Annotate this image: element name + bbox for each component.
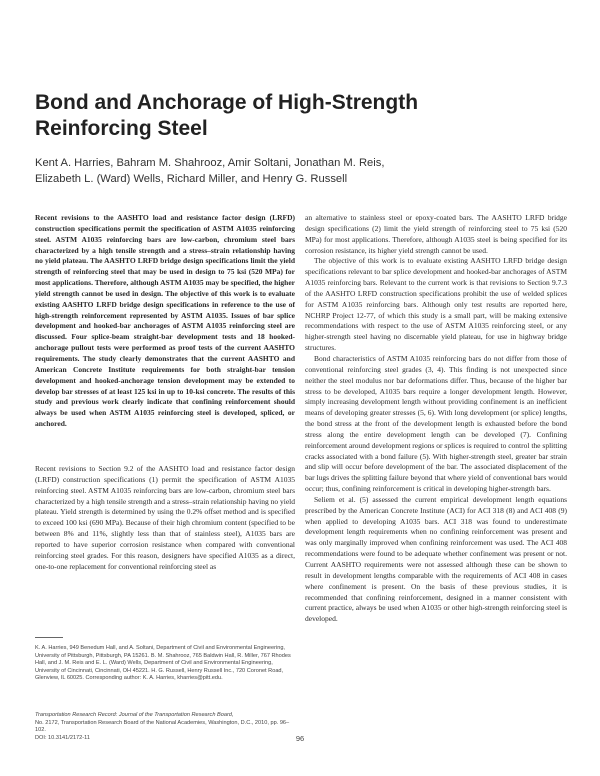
paper-title xyxy=(35,90,575,142)
footnote-divider xyxy=(35,637,63,638)
title-line-2: Reinforcing Steel xyxy=(35,117,208,140)
body-paragraph: The objective of this work is to evaluate existing AASHTO LRFD bridge design specifications relevant to bar splice development and hooked-bar anchorages of ASTM A1035 reinforcing bars. Relevant to the current work is that revisions to Section 9.7.3 of the AASHTO LRFD construction specifications prohibit the use of welded splices for ASTM A1035 reinforcing bars. Although only test results are reported here, NCHRP Project 12-77, of which this study is a small part, will be making extensive recommendations with respect to the use of ASTM A1035 reinforcing steel, or any higher-strength steel having no discernable yield plateau, for use in highway bridge structures. xyxy=(305,256,567,353)
author-affiliations: K. A. Harries, 949 Benedum Hall, and A. Soltani, Department of Civil and Environmental Engineering, University of Pittsburgh, Pittsburgh, PA 15261. B. M. Shahrooz, 765 Baldwin Hall, R. Miller, 767 Rhodes Hall, and J. M. Reis and E. L. (Ward) Wells, Department of Civil and Environmental Engineering, University of Cincinnati, Cincinnati, OH 45221. H. G. Russell, Henry Russell Inc., 720 Coronet Road, Glenview, IL 60025. Corresponding author: K. A. Harries, kharries@pitt.edu. xyxy=(35,645,291,681)
body-right-column xyxy=(305,213,567,625)
abstract xyxy=(35,213,295,430)
body-paragraph: Seliem et al. (5) assessed the current empirical development length equations prescribed by the American Concrete Institute (ACI) for ACI 318 (8) and ACI 408 (9) when applied to developing A1035 bars. ACI 318 was found to underestimate development length requirements when no confining reinforcement was present and was only marginally improved when confining reinforcement was used. The ACI 408 recommendations were found to be adequate whether confinement was present or not. Current AASHTO requirements were not assessed although these can be shown to result in development lengths comparable with the requirements of ACI 408 in cases where confinement is present. On the basis of these previous studies, it is recommended that confining reinforcement, designed in a manner consistent with current practice, always be used when A1035 or other high-strength reinforcing steel is developed. xyxy=(305,494,567,624)
body-paragraph: an alternative to stainless steel or epoxy-coated bars. The AASHTO LRFD bridge design specifications (2) limit the yield strength of reinforcing steel to 75 ksi (520 MPa) for most applications. Therefore, although A1035 steel is being specified for its corrosion resistance, its higher yield strength cannot be used. xyxy=(305,213,567,255)
doi: DOI: 10.3141/2172-11 xyxy=(35,734,90,741)
authors-line-2: Elizabeth L. (Ward) Wells, Richard Miller, and Henry G. Russell xyxy=(35,173,348,185)
author-list xyxy=(35,155,575,187)
abstract-text: Recent revisions to the AASHTO load and resistance factor design (LRFD) construction specifications permit the specification of ASTM A1035 reinforcing steel. ASTM A1035 reinforcing bars are low-carbon, chromium steel bars characterized by a high tensile strength and a stress–strain relationship having no yield plateau. The AASHTO LRFD bridge design specifications limit the yield strength of reinforcing steel that may be used in design to 75 ksi (520 MPa) for most applications. Therefore, although ASTM A1035 may be specified, the higher yield strength cannot be used in design. The objective of this work is to evaluate existing AASHTO LRFD bridge design specifications in reference to the use of high-strength reinforcement represented by ASTM A1035. Issues of bar splice development and hooked-bar anchorages of ASTM A1035 reinforcing steel are discussed. Four splice-beam straight-bar development tests and 18 hooked-anchorage pullout tests were performed as proof tests of the current AASHTO requirements. The study clearly demonstrates that the current AASHTO and American Concrete Institute requirements for both straight-bar tension development and hooked-anchorage tension development may be extended to develop bar stresses of at least 125 ksi in up to 10-ksi concrete. The results of this study and previous work clearly indicate that confining reinforcement should always be used when ASTM A1035 reinforcing steel is developed, spliced, or anchored. xyxy=(35,213,295,429)
body-left-column xyxy=(35,464,295,572)
publication-details: No. 2172, Transportation Research Board of the National Academies, Washington, D.C., 2010, pp. 96–102. xyxy=(35,719,290,733)
body-paragraph: Bond characteristics of ASTM A1035 reinforcing bars do not differ from those of conventional reinforcing steel grades (3, 4). This finding is not unexpected since neither the steel modulus nor bar deformations differ. Thus, because of the higher bar stress to be developed, A1035 bars require a longer development length. However, simply increasing development length without providing confinement is an inefficient means of developing greater stresses (5, 6). With long development (or splice) lengths, the bond stress at the front of the development length is exhausted before the bond stress along the entire development length can be developed (7). Confining reinforcement around development regions or splices is required to control the splitting cracks associated with a bond failure (5). With higher-strength steel, greater bar strain and slip will occur before development of the bar. The associated displacement of the bar lugs drives the splitting failure beyond that where yield of conventional bars would occur; thus, confining reinforcement is critical in developing higher-strength bars. xyxy=(305,353,567,494)
journal-title: Transportation Research Record: Journal of the Transportation Research Board, xyxy=(35,712,234,718)
body-paragraph: Recent revisions to Section 9.2 of the AASHTO load and resistance factor design (LRFD) construction specifications (1) permit the specification of ASTM A1035 reinforcing steel. ASTM A1035 reinforcing bars are low-carbon, chromium steel bars characterized by a high tensile strength and a stress–strain relationship having no yield plateau. Yield strength is determined by using the 0.2% offset method and is specified to exceed 100 ksi (690 MPa). Because of their high chromium content (specified to be between 8% and 11%, slightly less than that of stainless steel), A1035 bars are reported to have superior corrosion resistance when compared with conventional reinforcing steel grades. For this reason, designers have specified A1035 as a direct, one-to-one replacement for conventional reinforcing steel as xyxy=(35,464,295,571)
authors-line-1: Kent A. Harries, Bahram M. Shahrooz, Amir Soltani, Jonathan M. Reis, xyxy=(35,157,385,169)
title-line-1: Bond and Anchorage of High-Strength xyxy=(35,91,419,114)
page-number: 96 xyxy=(295,734,305,743)
